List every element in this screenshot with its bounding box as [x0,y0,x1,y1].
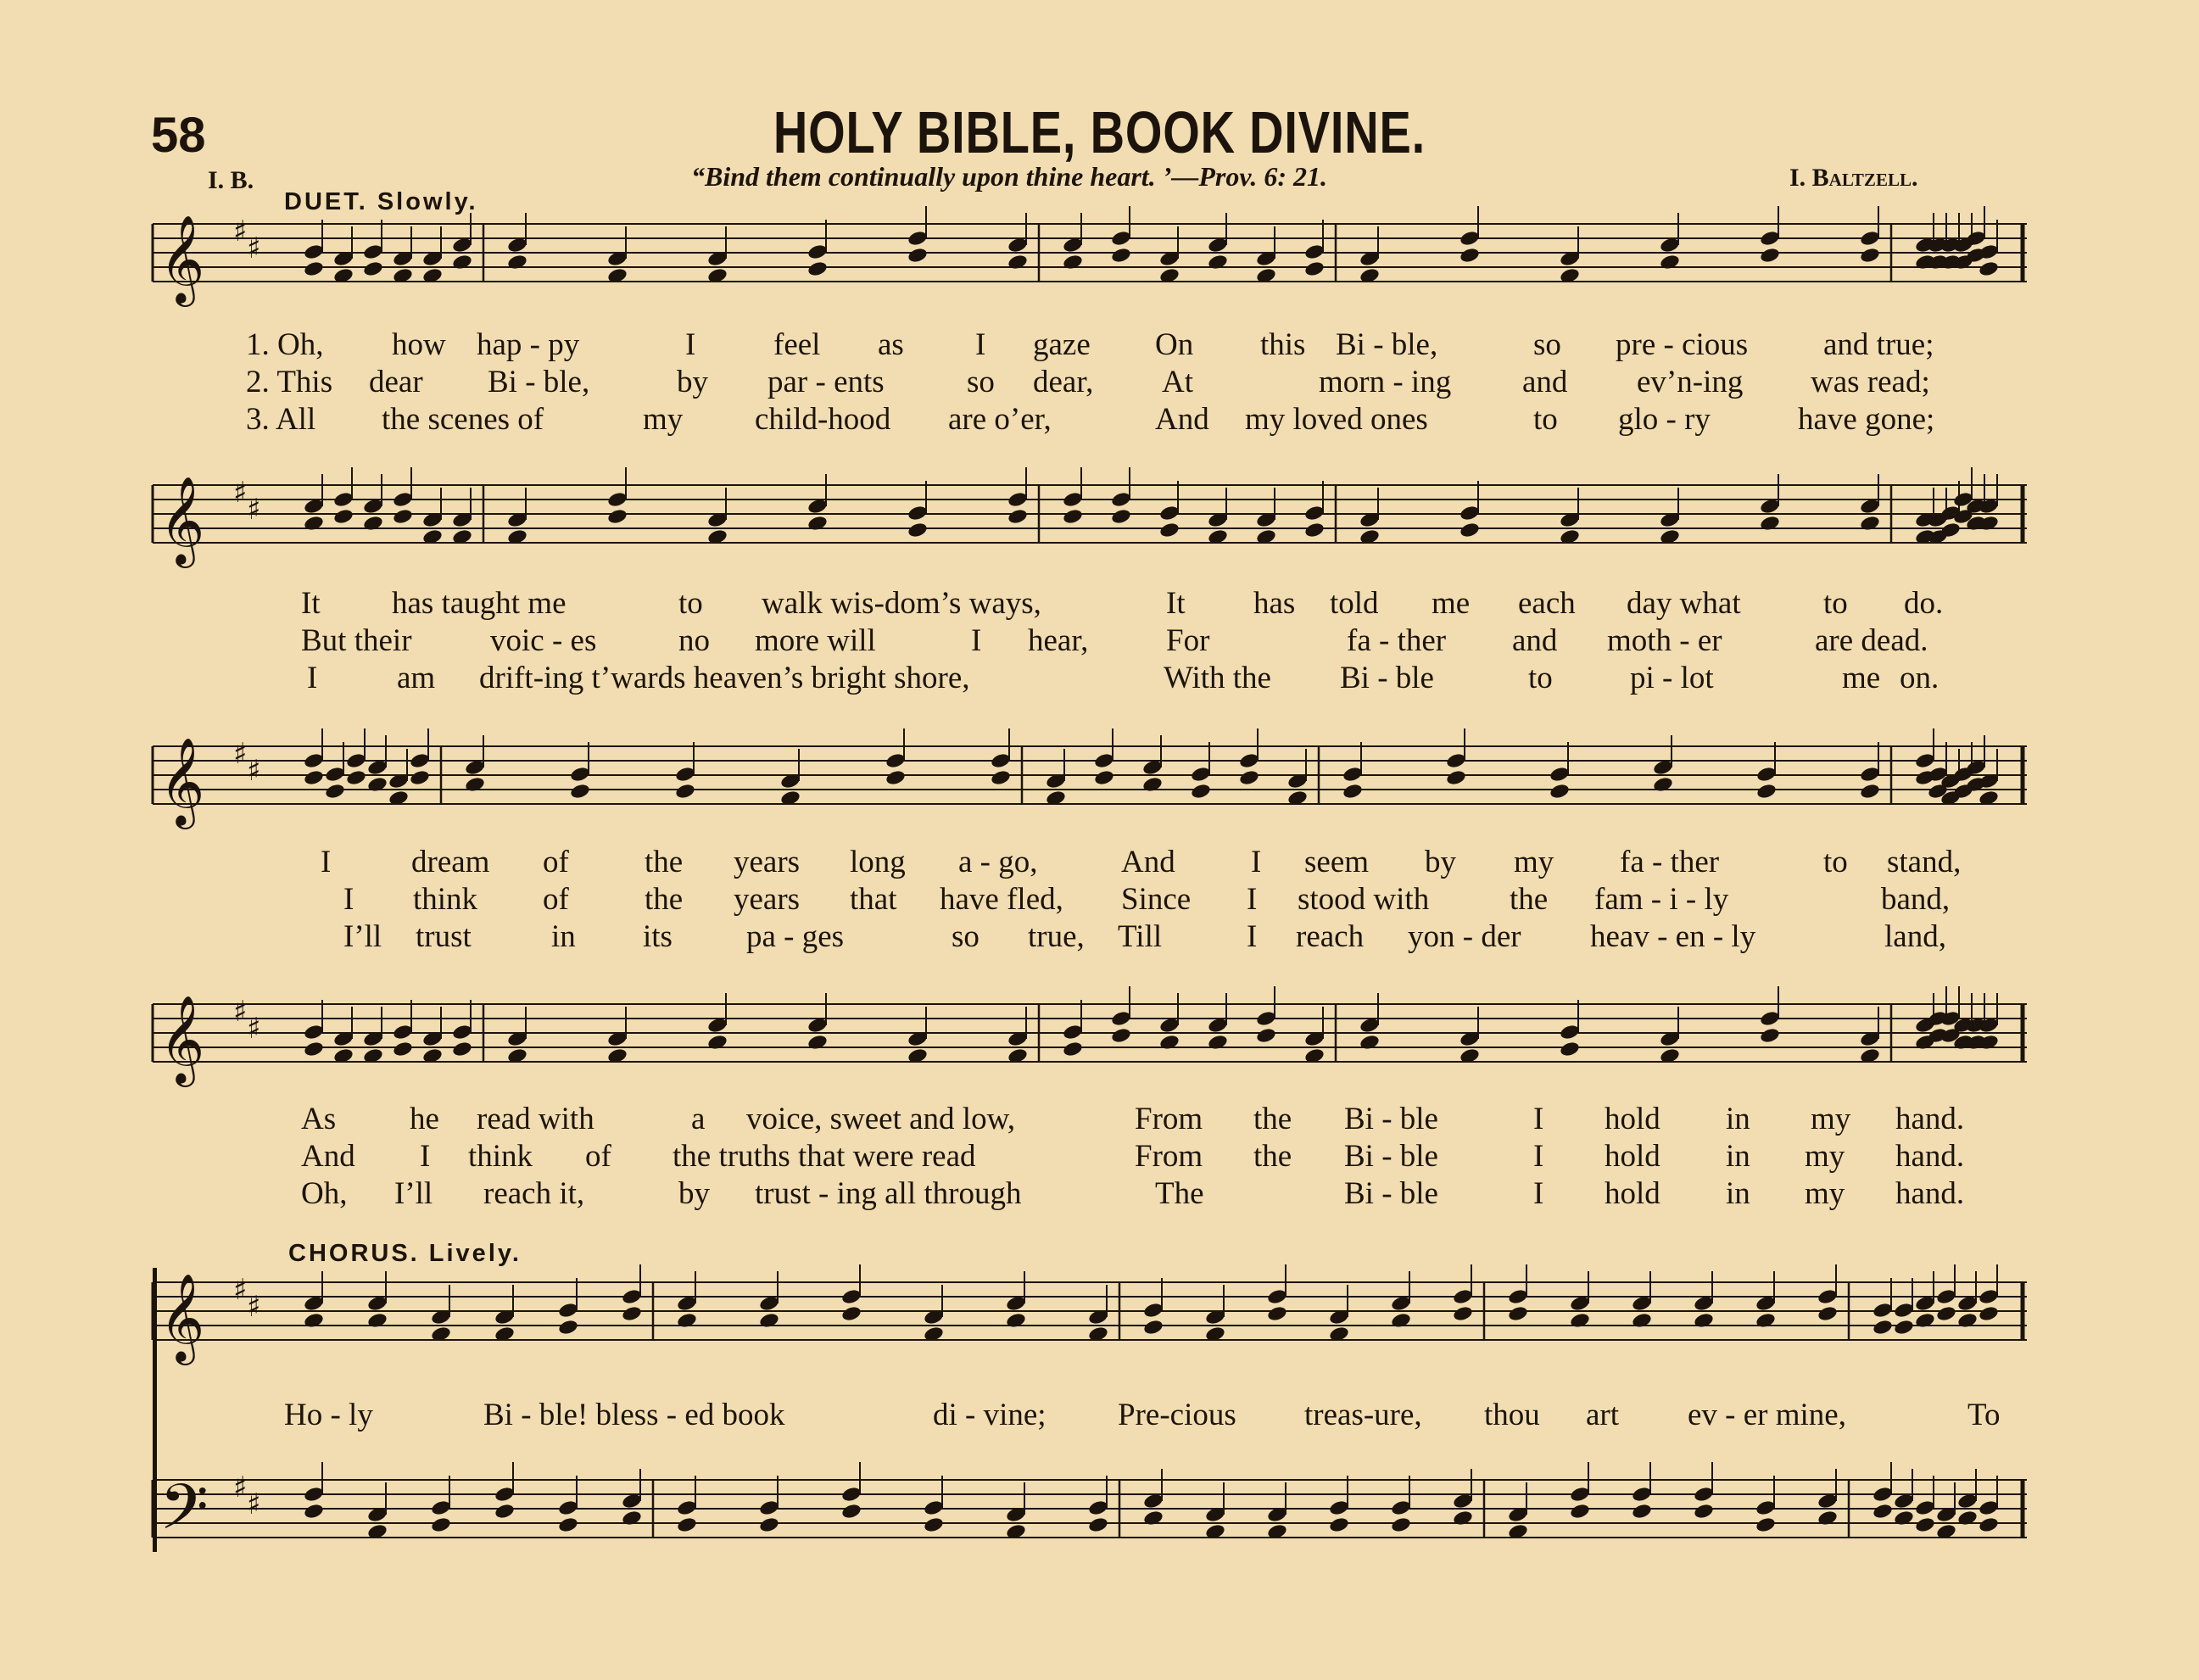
lyric-syllable: me [1432,586,1471,621]
lyric-syllable: of [585,1139,611,1174]
lyric-syllable: pa - ges [746,919,845,954]
epigraph: “Bind them continually upon thine heart. ’—Prov. 6: 21. [691,161,1328,192]
lyric-syllable: my [643,402,684,437]
staff-system-1 [153,215,2027,309]
lyric-syllable: The [1155,1176,1204,1211]
page-title: HOLY BIBLE, BOOK DIVINE. [773,99,1426,165]
lyric-syllable: a [691,1102,706,1136]
staff-system-2 [153,477,2027,570]
lyric-syllable: are dead. [1815,623,1928,658]
lyric-row-l2-v1 [0,585,2199,622]
lyric-syllable: hold [1605,1139,1660,1174]
lyric-syllable: have fled, [940,882,1063,917]
lyric-syllable: Since [1121,882,1192,917]
sharp-icon: ♯ [233,215,248,248]
lyric-syllable: walk wis-dom’s ways, [762,586,1041,621]
staff-system-chorus-treble [153,1274,2027,1367]
lyric-syllable: do. [1904,586,1944,621]
lyric-syllable: yon - der [1408,919,1521,954]
lyric-syllable: I [1247,882,1258,917]
lyric-row-l4-v3 [0,1175,2199,1213]
lyric-syllable: to [1823,845,1848,879]
lyric-syllable: I [321,845,332,879]
sharp-icon: ♯ [233,476,248,510]
lyric-syllable: has taught me [392,586,566,621]
treble-clef-icon: 𝄞 [159,995,205,1084]
lyric-syllable: each [1518,586,1576,621]
lyric-syllable: its [643,919,673,954]
lyric-syllable: pre - cious [1616,327,1749,362]
lyric-syllable: But their [301,623,412,658]
lyric-syllable: dear, [1033,365,1094,399]
lyric-syllable: 2. This [246,365,333,399]
lyric-syllable: me [1842,661,1881,695]
lyric-syllable: by [678,1176,710,1211]
lyric-syllable: voice, sweet and low, [746,1102,1016,1136]
lyric-syllable: And [1155,402,1209,437]
lyric-syllable: stand, [1887,845,1962,879]
lyric-syllable: I [971,623,982,658]
lyric-syllable: this [1260,327,1306,362]
lyric-syllable: 3. All [246,402,316,437]
lyric-syllable: I [1533,1176,1544,1211]
sharp-icon: ♯ [233,995,248,1029]
lyric-syllable: It [1166,586,1186,621]
lyric-syllable: band, [1881,882,1951,917]
staff-lines [153,738,2027,831]
lyric-syllable: moth - er [1607,623,1722,658]
lyric-syllable: hold [1605,1176,1660,1211]
lyric-row-l2-v2 [0,622,2199,660]
lyric-syllable: long [850,845,906,879]
lyric-syllable: stood with [1298,882,1430,917]
chorus-system-bracket [153,1268,157,1552]
lyric-syllable: he [410,1102,439,1136]
lyric-row-l1-v2 [0,364,2199,401]
bass-clef-icon: 𝄢 [159,1471,209,1560]
lyric-syllable: voic - es [490,623,597,658]
lyric-syllable: fa - ther [1347,623,1447,658]
lyric-syllable: I [1533,1102,1544,1136]
lyric-syllable: dream [411,845,490,879]
lyric-syllable: Bi - ble! bless - ed book [483,1398,785,1432]
lyric-syllable: told [1330,586,1379,621]
lyric-syllable: seem [1304,845,1370,879]
staff-lines [153,215,2027,309]
lyric-syllable: and [1512,623,1558,658]
lyric-syllable: to [678,586,703,621]
sharp-icon: ♯ [233,1273,248,1307]
tempo-marking-chorus: CHORUS. Lively. [288,1240,522,1267]
lyric-syllable: my loved ones [1245,402,1428,437]
lyric-syllable: to [1533,402,1558,437]
staff-lines [153,1471,2027,1565]
sharp-icon: ♯ [247,1012,261,1046]
lyric-syllable: It [301,586,321,621]
lyric-syllable: hold [1605,1102,1660,1136]
lyric-row-l3-v1 [0,844,2199,881]
lyric-syllable: hear, [1028,623,1089,658]
lyric-row-l3-v2 [0,881,2199,918]
lyric-syllable: I’ll [394,1176,433,1211]
lyric-syllable: a - go, [958,845,1038,879]
author-initials: I. B. [208,166,254,194]
lyric-syllable: how [392,327,446,362]
lyric-row-l1-v1 [0,327,2199,364]
lyric-syllable: was read; [1811,365,1930,399]
treble-clef-icon: 𝄞 [159,737,205,826]
page-number: 58 [151,108,206,163]
lyric-syllable: I [1533,1139,1544,1174]
lyric-syllable: my [1811,1102,1851,1136]
staff-system-3 [153,738,2027,831]
lyric-syllable: And [301,1139,355,1174]
lyric-syllable: trust [416,919,472,954]
lyric-syllable: On [1155,327,1194,362]
lyric-syllable: no [678,623,710,658]
lyric-syllable: heav - en - ly [1590,919,1756,954]
lyric-syllable: the scenes of [382,402,544,437]
lyric-syllable: par - ents [767,365,885,399]
composer-credit: I. Baltzell. [1789,164,1918,192]
lyric-syllable: feel [773,327,821,362]
lyric-syllable: and [1522,365,1568,399]
staff-lines [153,477,2027,570]
lyric-syllable: I [343,882,354,917]
lyric-syllable: and true; [1823,327,1934,362]
lyric-syllable: I [975,327,986,362]
lyric-syllable: has [1253,586,1296,621]
lyric-syllable: Bi - ble [1344,1102,1438,1136]
lyric-syllable: on. [1900,661,1939,695]
lyric-syllable: by [1425,845,1456,879]
lyric-syllable: 1. Oh, [246,327,324,362]
lyric-syllable: Bi - ble [1344,1139,1438,1174]
lyric-syllable: trust - ing all through [755,1176,1022,1211]
sharp-icon: ♯ [247,1290,261,1324]
lyric-syllable: the [1253,1139,1292,1174]
lyric-syllable: my [1805,1176,1845,1211]
lyric-syllable: reach it, [483,1176,585,1211]
lyric-syllable: by [677,365,708,399]
staff-system-chorus-bass [153,1471,2027,1565]
sharp-icon: ♯ [233,737,248,771]
lyric-syllable: to [1823,586,1848,621]
lyric-syllable: my [1514,845,1554,879]
lyric-syllable: am [397,661,436,695]
lyric-syllable: glo - ry [1618,402,1711,437]
lyric-syllable: hand. [1895,1139,1965,1174]
staff-system-4 [153,996,2027,1089]
treble-clef-icon: 𝄞 [159,476,205,565]
lyric-syllable: To [1967,1398,2001,1432]
lyric-syllable: my [1805,1139,1845,1174]
lyric-syllable: From [1135,1139,1203,1174]
lyric-syllable: so [1533,327,1561,362]
lyric-syllable: the [645,882,684,917]
lyric-syllable: the truths that were read [673,1139,976,1174]
lyric-syllable: And [1121,845,1175,879]
lyric-syllable: more will [755,623,876,658]
sharp-icon: ♯ [233,1471,248,1504]
lyric-syllable: are o’er, [948,402,1052,437]
lyric-syllable: hap - py [477,327,580,362]
lyric-syllable: in [1726,1139,1750,1174]
lyric-syllable: ev’n-ing [1637,365,1744,399]
lyric-syllable: dear [369,365,423,399]
lyric-syllable: read with [477,1102,594,1136]
lyric-syllable: fa - ther [1620,845,1720,879]
lyric-syllable: Pre-cious [1118,1398,1236,1432]
lyric-syllable: the [1253,1102,1292,1136]
lyric-syllable: I [420,1139,431,1174]
lyric-syllable: to [1528,661,1553,695]
lyric-syllable: Bi - ble [1344,1176,1438,1211]
sharp-icon: ♯ [247,754,261,788]
treble-clef-icon: 𝄞 [159,1273,205,1362]
lyric-syllable: morn - ing [1319,365,1452,399]
lyric-syllable: of [543,845,569,879]
lyric-syllable: of [543,882,569,917]
lyric-syllable: ev - er mine, [1688,1398,1846,1432]
lyric-row-l2-v3 [0,660,2199,697]
lyric-syllable: From [1135,1102,1203,1136]
lyric-syllable: think [413,882,478,917]
lyric-syllable: have gone; [1798,402,1935,437]
lyric-syllable: At [1162,365,1193,399]
lyric-syllable: treas-ure, [1304,1398,1422,1432]
lyric-syllable: years [734,882,801,917]
sharp-icon: ♯ [247,1487,261,1521]
lyric-syllable: so [952,919,980,954]
lyric-row-l1-v3 [0,401,2199,438]
lyric-syllable: Oh, [301,1176,348,1211]
lyric-syllable: that [850,882,897,917]
lyric-syllable: true, [1028,919,1085,954]
treble-clef-icon: 𝄞 [159,215,205,304]
lyric-syllable: so [967,365,995,399]
lyric-syllable: the [645,845,684,879]
lyric-syllable: thou [1484,1398,1540,1432]
lyric-syllable: in [1726,1176,1750,1211]
lyric-row-l4-v2 [0,1138,2199,1175]
lyric-syllable: I [307,661,318,695]
lyric-syllable: I [1251,845,1262,879]
lyric-syllable: Bi - ble, [1336,327,1438,362]
lyric-row-chorus [0,1397,2199,1434]
lyric-syllable: I [1247,919,1258,954]
lyric-syllable: in [551,919,576,954]
lyric-syllable: land, [1884,919,1946,954]
lyric-syllable: think [468,1139,533,1174]
lyric-syllable: fam - i - ly [1594,882,1729,917]
lyric-syllable: With the [1164,661,1271,695]
lyric-syllable: As [301,1102,337,1136]
tempo-marking-duet: DUET. Slowly. [284,188,478,215]
lyric-syllable: hand. [1895,1102,1965,1136]
lyric-syllable: drift-ing t’wards heaven’s bright shore, [479,661,970,695]
staff-lines [153,1274,2027,1367]
lyric-syllable: I [685,327,696,362]
lyric-syllable: For [1166,623,1210,658]
staff-lines [153,996,2027,1089]
lyric-syllable: the [1510,882,1549,917]
lyric-row-l4-v1 [0,1101,2199,1138]
lyric-syllable: years [734,845,801,879]
lyric-syllable: child-hood [755,402,891,437]
lyric-syllable: reach [1296,919,1365,954]
lyric-syllable: I’ll [343,919,382,954]
lyric-row-l3-v3 [0,918,2199,956]
sharp-icon: ♯ [247,493,261,527]
lyric-syllable: art [1586,1398,1620,1432]
lyric-syllable: pi - lot [1630,661,1714,695]
lyric-syllable: Bi - ble [1340,661,1434,695]
lyric-syllable: day what [1627,586,1741,621]
lyric-syllable: Till [1118,919,1163,954]
sharp-icon: ♯ [247,232,261,265]
lyric-syllable: Bi - ble, [488,365,590,399]
lyric-syllable: in [1726,1102,1750,1136]
lyric-syllable: di - vine; [933,1398,1046,1432]
lyric-syllable: Ho - ly [284,1398,373,1432]
lyric-syllable: as [878,327,904,362]
lyric-syllable: hand. [1895,1176,1965,1211]
lyric-syllable: gaze [1033,327,1091,362]
